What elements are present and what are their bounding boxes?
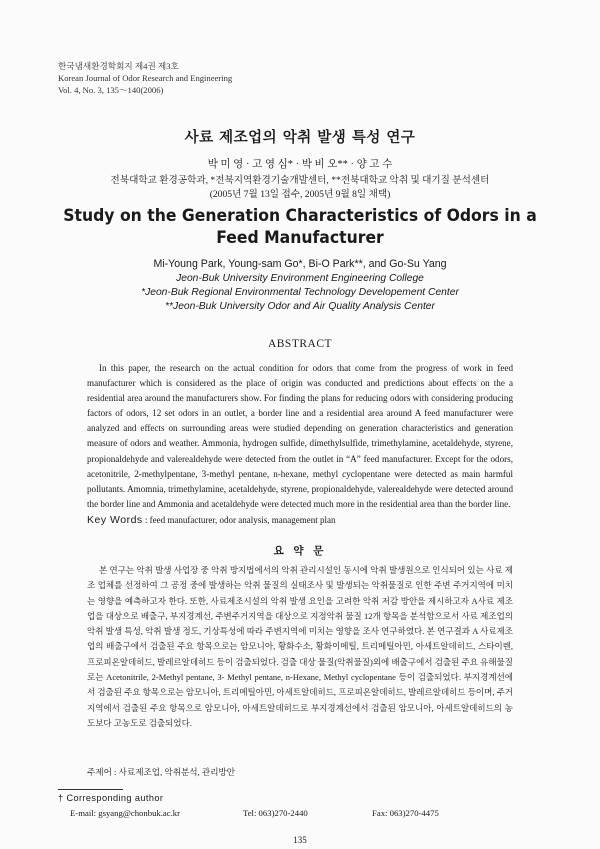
english-title: Study on the Generation Characteristics of Odors in a Feed Manufacturer bbox=[63, 206, 537, 248]
english-affiliation-2: *Jeon-Buk Regional Environmental Technology Developement Center bbox=[141, 287, 459, 298]
keywords-list: : feed manufacturer, odor analysis, management plan bbox=[142, 515, 336, 525]
korean-keywords bbox=[87, 766, 513, 778]
english-authors: Mi-Young Park, Young-sam Go*, Bi-O Park**, and Go-Su Yang bbox=[153, 258, 447, 270]
abstract-heading: ABSTRACT bbox=[267, 338, 333, 350]
received-accepted-dates: (2005년 7월 13일 접수, 2005년 9월 8일 채택) bbox=[209, 189, 391, 200]
korean-keywords-label: 주제어 bbox=[87, 768, 112, 778]
english-affiliation-1: Jeon-Buk University Environment Engineering College bbox=[176, 273, 424, 284]
contact-fax: Fax: 063)270-4475 bbox=[372, 808, 439, 818]
journal-name-korean: 한국냄새환경학회지 제4권 제3호 bbox=[58, 61, 179, 71]
korean-abstract-heading: 요 약 문 bbox=[273, 545, 327, 557]
korean-affiliations: 전북대학교 환경공학과, *전북지역환경기술개발센터, **전북대학교 악취 및 대기질 분석센터 bbox=[110, 175, 490, 186]
page-number: 135 bbox=[293, 835, 307, 845]
korean-keywords-list: : 사료제조업, 악취분석, 관리방안 bbox=[111, 767, 236, 777]
abstract-body: In this paper, the research on the actual condition for odors that come from the progress of work in feed manufacturer which is considered as the place of origin was conducted and predictions about effects on the a residential area around the manufacturers show. For finding the plans for reducing odors with considering producing factors of odors, 12 set odors in an outlet, a border line and a residential area around A feed manufacturer were analyzed and effects on surrounding areas were studied depending on generation characteristics and generation measure of odors and weather. Ammonia, hydrogen sulfide, dimethylsulfide, trimethylamine, acetaldehyde, styrene, propionaldehyde and valerealdehyde were detected from the outlet in “A” feed manufacturer. Except for the odors, acetonitrile, 2-methylpentane, 3-methyl pentane, n-hexane, methyl cyclopentane were detected as main harmful pollutants. Amomnia, trimethylamine, acetaldehyde, styrene, propionaldehyde, valerealdehyde were detected around the border line and Ammonia and acetaldehyde were detected much more in the residential area than the border line. bbox=[87, 363, 513, 509]
english-affiliation-3: **Jeon-Buk University Odor and Air Quality Analysis Center bbox=[165, 301, 435, 312]
journal-header bbox=[58, 60, 232, 96]
contact-email: E-mail: gsyang@chonbuk.ac.kr bbox=[70, 808, 181, 818]
keywords-label: Key Words bbox=[87, 514, 143, 526]
footnote-rule bbox=[58, 789, 123, 790]
korean-authors: 박 미 영 · 고 영 심* · 박 비 오** · 양 고 수 bbox=[207, 159, 393, 170]
contact-tel: Tel: 063)270-2440 bbox=[243, 808, 308, 818]
corresponding-author-note: † Corresponding author bbox=[58, 793, 164, 803]
english-keywords bbox=[87, 514, 513, 526]
korean-abstract-body: 본 연구는 악취 발생 사업장 중 악취 방지법에서의 악취 관리시설인 동시에 악취 발생원으로 인식되어 있는 사료 제조 업체를 선정하여 그 공정 중에 발생하는 악취 물질의 실태조사 및 발생되는 악취물질로 인한 주변 주거지역에 미치는 영향을 예측하고자 한다. 또한, 사료제조시설의 악취 발생 요인을 고려한 악취 저감 방안을 제시하고자 A사료 제조업을 대상으로 배출구, 부지경계선, 주변주거지역을 대상으로 지정악취 물질 12개 항목을 분석함으로서 사료 제조업의 악취 발생 특성, 악취 발생 정도, 기상특성에 따라 주변지역에 미치는 영향을 조사 연구하였다. 본 연구결과 A 사료제조업의 배출구에서 검출된 주요 항목으로는 암모니아, 황화수소, 황화이메틸, 트리메틸아민, 아세트알데히드, 스타이렌, 프로피온알데히드, 발레르알데히드 등이 검출되었다. 검출 대상 물질(악취물질)외에 배출구에서 검출된 주요 유해물질로는 Acetonitrile, 2-Methyl pentane, 3- Methyl pentane, n-Hexane, Methyl cyclopentane 등이 검출되었다. 부지경계선에서 검출된 주요 항목으로는 암모니아, 트리메틸아민, 아세트알데히드, 프로피온알데히드, 발레르알데히드 등이며, 주거지역에서 검출된 주요 항목으로 암모니아, 아세트알데히드로 부지경계선에서 검출된 암모니아, 아세트알데히드의 농도보다 고농도로 검출되었다. bbox=[87, 565, 514, 728]
korean-title: 사료 제조업의 악취 발생 특성 연구 bbox=[184, 130, 416, 146]
journal-name-english: Korean Journal of Odor Research and Engineering bbox=[58, 73, 233, 83]
journal-volume: Vol. 4, No. 3, 135～140(2006) bbox=[58, 85, 164, 95]
